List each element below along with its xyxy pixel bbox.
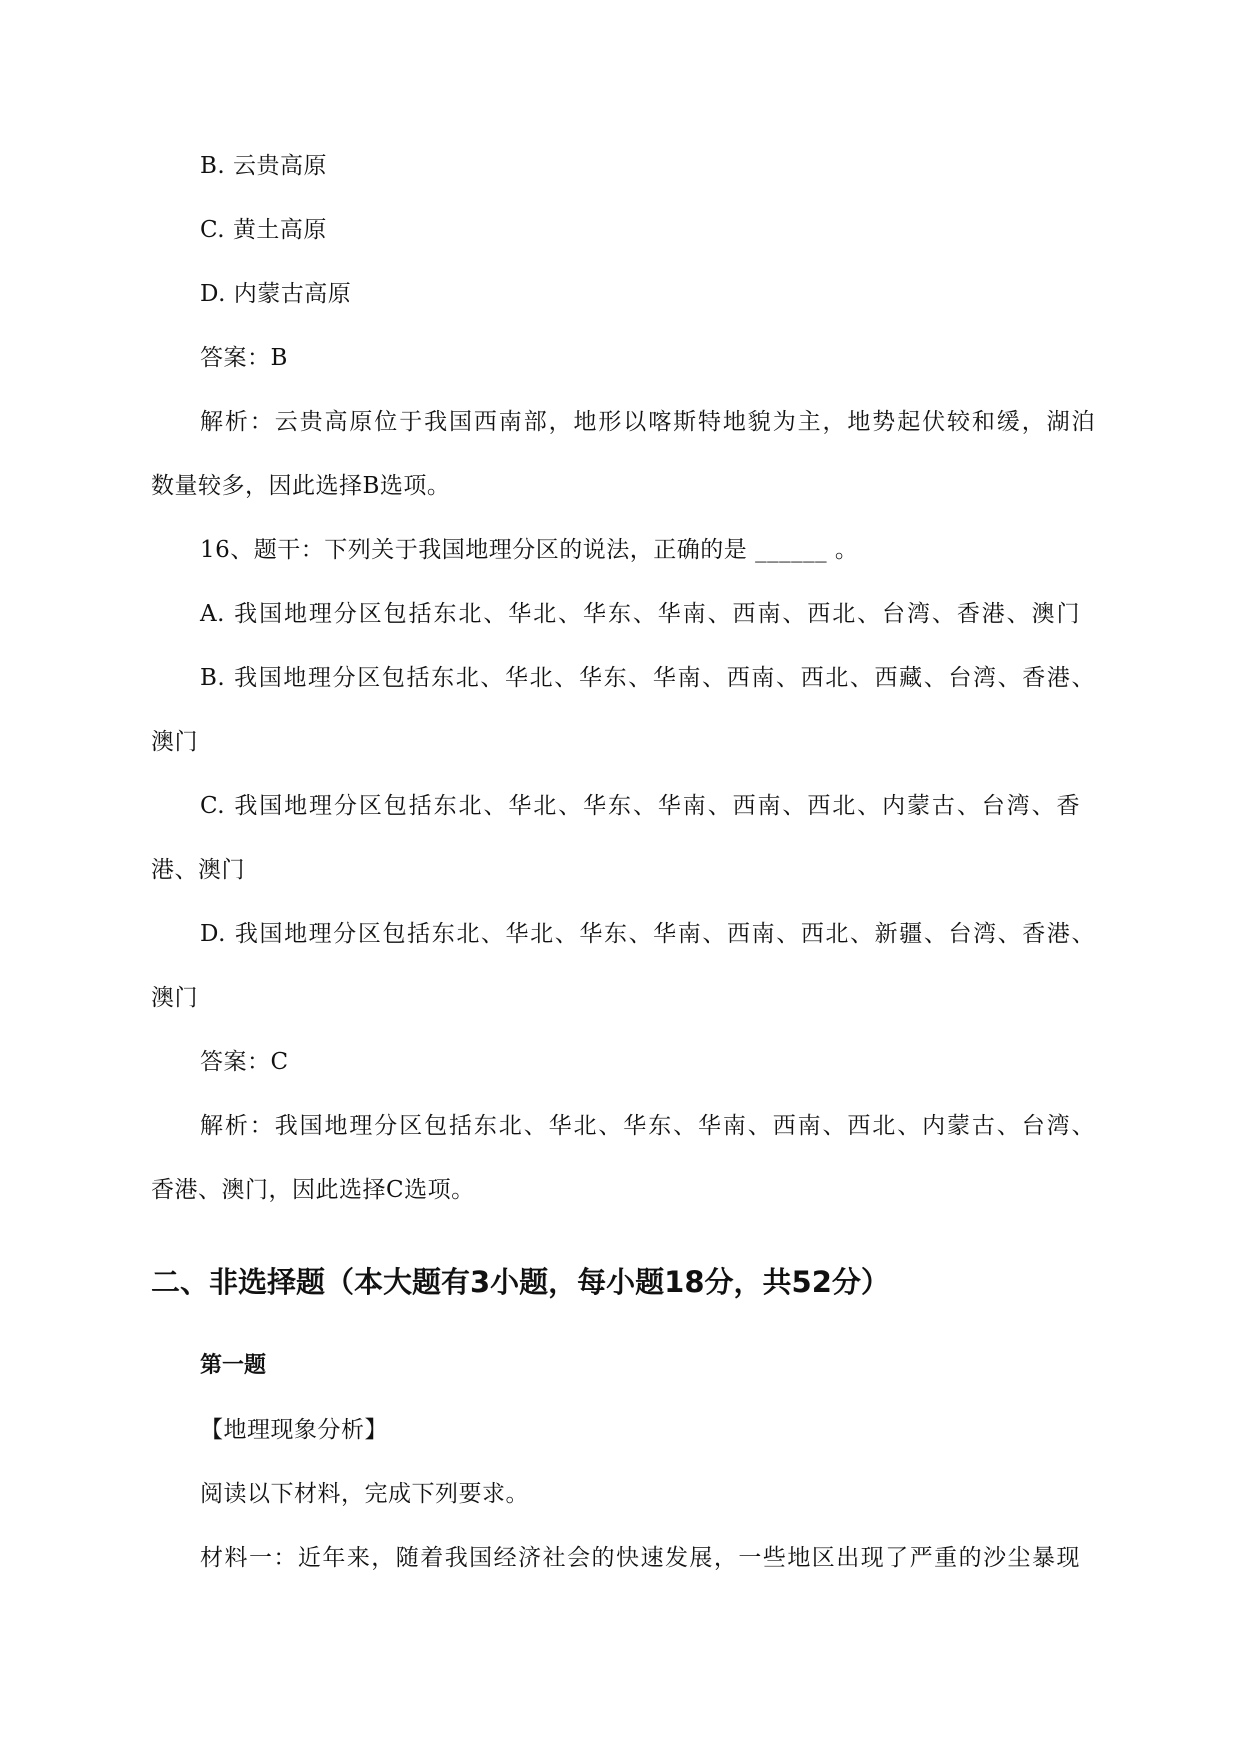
question1-instruction: 阅读以下材料，完成下列要求。 bbox=[200, 1481, 529, 1507]
q15-analysis-line2: 数量较多，因此选择B选项。 bbox=[151, 473, 451, 499]
q16-option-b-line1: B. 我国地理分区包括东北、华北、华东、华南、西南、西北、西藏、台湾、香港、 bbox=[200, 665, 1095, 691]
q16-stem: 16、题干：下列关于我国地理分区的说法，正确的是 ______ 。 bbox=[200, 537, 859, 563]
q16-option-b-line2: 澳门 bbox=[151, 729, 198, 755]
q16-option-a: A. 我国地理分区包括东北、华北、华东、华南、西南、西北、台湾、香港、澳门 bbox=[200, 601, 1080, 627]
q16-option-d-line1: D. 我国地理分区包括东北、华北、华东、华南、西南、西北、新疆、台湾、香港、 bbox=[200, 921, 1095, 947]
q16-option-c-line1: C. 我国地理分区包括东北、华北、华东、华南、西南、西北、内蒙古、台湾、香 bbox=[200, 793, 1080, 819]
section-heading: 二、非选择题（本大题有3小题，每小题18分，共52分） bbox=[151, 1265, 890, 1299]
q16-option-c-line2: 港、澳门 bbox=[151, 857, 245, 883]
q15-option-c: C. 黄土高原 bbox=[200, 217, 327, 243]
q15-answer: 答案：B bbox=[200, 345, 288, 371]
question1-tag: 【地理现象分析】 bbox=[200, 1417, 388, 1443]
q16-analysis-line2: 香港、澳门，因此选择C选项。 bbox=[151, 1177, 475, 1203]
q15-option-b: B. 云贵高原 bbox=[200, 153, 328, 179]
q15-analysis-line1: 解析：云贵高原位于我国西南部，地形以喀斯特地貌为主，地势起伏较和缓，湖泊 bbox=[200, 409, 1095, 435]
q16-answer: 答案：C bbox=[200, 1049, 289, 1075]
question1-material1: 材料一：近年来，随着我国经济社会的快速发展，一些地区出现了严重的沙尘暴现 bbox=[200, 1545, 1080, 1571]
q16-analysis-line1: 解析：我国地理分区包括东北、华北、华东、华南、西南、西北、内蒙古、台湾、 bbox=[200, 1113, 1095, 1139]
q15-option-d: D. 内蒙古高原 bbox=[200, 281, 352, 307]
question1-title: 第一题 bbox=[200, 1353, 267, 1378]
q16-option-d-line2: 澳门 bbox=[151, 985, 198, 1011]
